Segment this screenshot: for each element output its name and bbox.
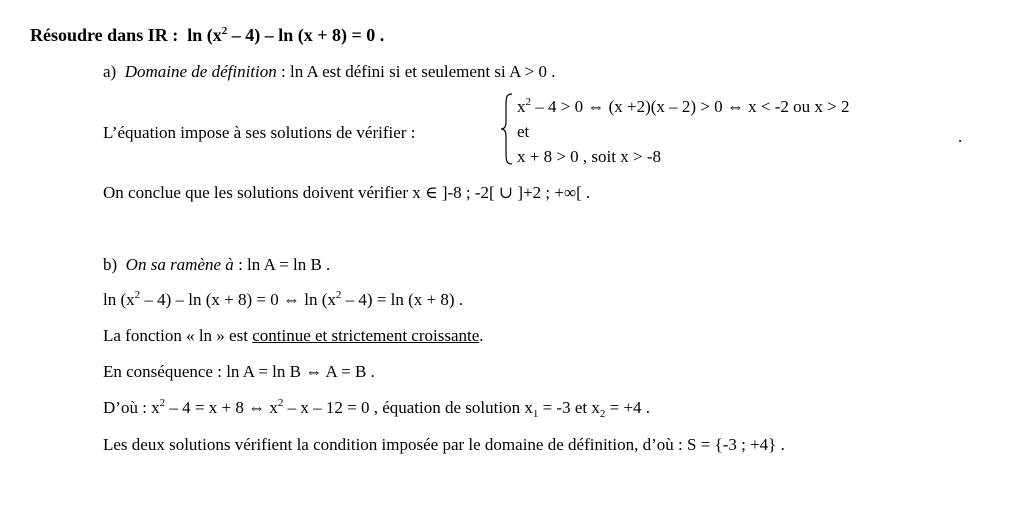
left-brace-icon [500,92,514,166]
monotonic-dot: . [479,326,484,345]
system-line-1 [517,96,850,118]
problem-title [30,24,384,46]
title-equation [187,25,384,45]
sol-subscript: 1 [532,408,539,420]
part-b-heading [103,254,330,276]
sol-part: = -3 et x [538,398,600,417]
system-intro: L’équation impose à ses solutions de vérifier : [103,123,416,142]
sys1-exponent: 2 [525,96,531,108]
eq-exponent: 2 [134,289,141,301]
title-lead: Résoudre dans [30,25,144,45]
title-colon: : [167,25,179,45]
equation-line [103,289,463,311]
system-dot: . [958,127,963,146]
sol-part: D’où : x [103,398,160,417]
eq-exponent: 2 [335,289,342,301]
sys1-part: – 4 > 0 ⇔ (x +2)(x – 2) > 0 ⇔ x < -2 ou x > 2 [531,97,850,116]
sol-part: – x – 12 = 0 , équation de solution x [283,398,533,417]
part-b-title: On sa ramène à [125,255,234,274]
part-a-title: Domaine de définition [124,62,277,81]
title-eq-part: ln (x [187,25,222,45]
domain-conclusion: On conclue que les solutions doivent vérifier x ∈ ]-8 ; -2[ ∪ ]+2 ; +∞[ . [103,183,591,202]
monotonic-line [103,325,484,347]
monotonic-text: La fonction « ln » est [103,326,253,345]
sol-exponent: 2 [277,397,284,409]
sol-subscript: 2 [599,408,606,420]
part-a-statement: : ln A est défini si et seulement si A > 0 . [276,62,556,81]
title-eq-part: – 4) – ln (x + 8) = 0 . [227,25,385,45]
eq-part: – 4) – ln (x + 8) = 0 ⇔ ln (x [140,290,336,309]
real-numbers-symbol: IR [147,25,168,45]
part-a-label: a) [103,62,117,81]
sol-part: = +4 . [605,398,651,417]
solution-line [103,397,650,419]
part-b-statement: : ln A = ln B . [233,255,331,274]
consequence-line: En conséquence : ln A = ln B ⇔ A = B . [103,362,375,381]
final-conclusion: Les deux solutions vérifient la condition imposée par le domaine de définition, d’où : S = {-3 ; +4} . [103,435,785,454]
eq-part: – 4) = ln (x + 8) . [341,290,464,309]
monotonic-underlined: continue et strictement croissante [252,326,480,345]
sol-part: – 4 = x + 8 ⇔ x [165,398,278,417]
eq-part: ln (x [103,290,135,309]
system-line-and: et [517,122,530,141]
system-line-2: x + 8 > 0 , soit x > -8 [517,147,661,166]
sol-exponent: 2 [159,397,166,409]
part-b-label: b) [103,255,118,274]
sys1-part: x [517,97,526,116]
title-eq-exponent: 2 [221,25,228,37]
part-a-heading [103,61,556,83]
